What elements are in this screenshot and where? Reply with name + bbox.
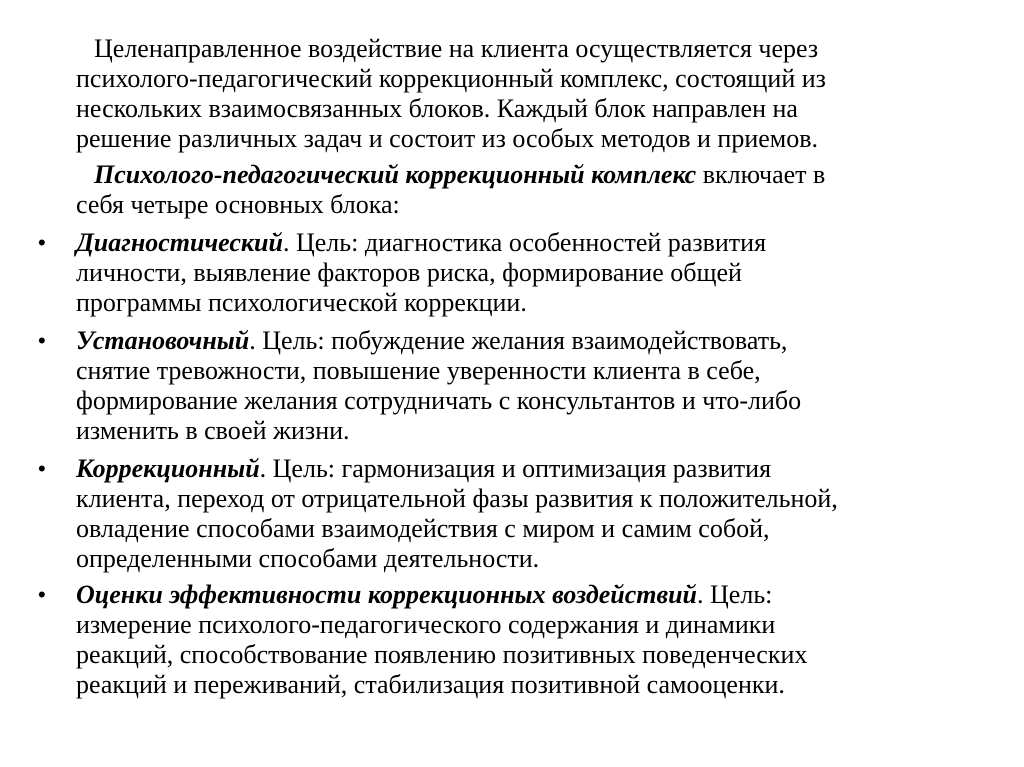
block-line: реакций, способствование появлению позитивных поведенческих [76, 640, 808, 669]
block-line: овладение способами взаимодействия с миром и самим собой, [76, 514, 770, 543]
block-text [76, 580, 1006, 700]
block-first-line [76, 326, 1006, 356]
block-line: снятие тревожности, повышение уверенности клиента в себе, [76, 356, 761, 385]
block-first-line [76, 580, 1006, 610]
complex-rest: включает в [696, 160, 826, 189]
block-name: Диагностический [76, 228, 283, 257]
block-line: программы психологической коррекции. [76, 288, 527, 317]
block-line: определенными способами деятельности. [76, 544, 540, 573]
complex-line-2: себя четыре основных блока: [76, 190, 400, 219]
block-text [76, 228, 1006, 318]
block-first-line [76, 454, 1006, 484]
block-goal: . Цель: диагностика особенностей развития [282, 228, 767, 257]
intro-line: психолого-педагогический коррекционный комплекс, состоящий из [76, 64, 826, 93]
block-line: измерение психолого-педагогического содержания и динамики [76, 610, 776, 639]
block-goal: . Цель: [697, 580, 773, 609]
block-line: изменить в своей жизни. [76, 416, 350, 445]
block-name: Оценки эффективности коррекционных воздействий [76, 580, 698, 609]
block-line: формирование желания сотрудничать с консультантов и что-либо [76, 386, 802, 415]
intro-line: нескольких взаимосвязанных блоков. Каждый блок направлен на [76, 94, 798, 123]
block-text [76, 454, 1006, 574]
block-goal: . Цель: побуждение желания взаимодействовать, [249, 326, 788, 355]
intro-line: Целенаправленное воздействие на клиента осуществляется через [94, 34, 819, 63]
intro-paragraph [76, 34, 1006, 154]
complex-emphasis: Психолого-педагогический коррекционный комплекс [94, 160, 697, 189]
complex-paragraph [76, 160, 1006, 220]
block-goal: . Цель: гармонизация и оптимизация развития [259, 454, 772, 483]
bullet-icon: • [38, 230, 46, 255]
block-line: личности, выявление факторов риска, формирование общей [76, 258, 742, 287]
block-name: Коррекционный [76, 454, 260, 483]
bullet-icon: • [38, 582, 46, 607]
block-first-line [76, 228, 1006, 258]
intro-line: решение различных задач и состоит из особых методов и приемов. [76, 124, 819, 153]
block-name: Установочный [76, 326, 250, 355]
bullet-icon: • [38, 328, 46, 353]
complex-line [76, 160, 1006, 190]
block-line: клиента, переход от отрицательной фазы развития к положительной, [76, 484, 838, 513]
block-text [76, 326, 1006, 446]
block-line: реакций и переживаний, стабилизация позитивной самооценки. [76, 670, 785, 699]
bullet-icon: • [38, 456, 46, 481]
